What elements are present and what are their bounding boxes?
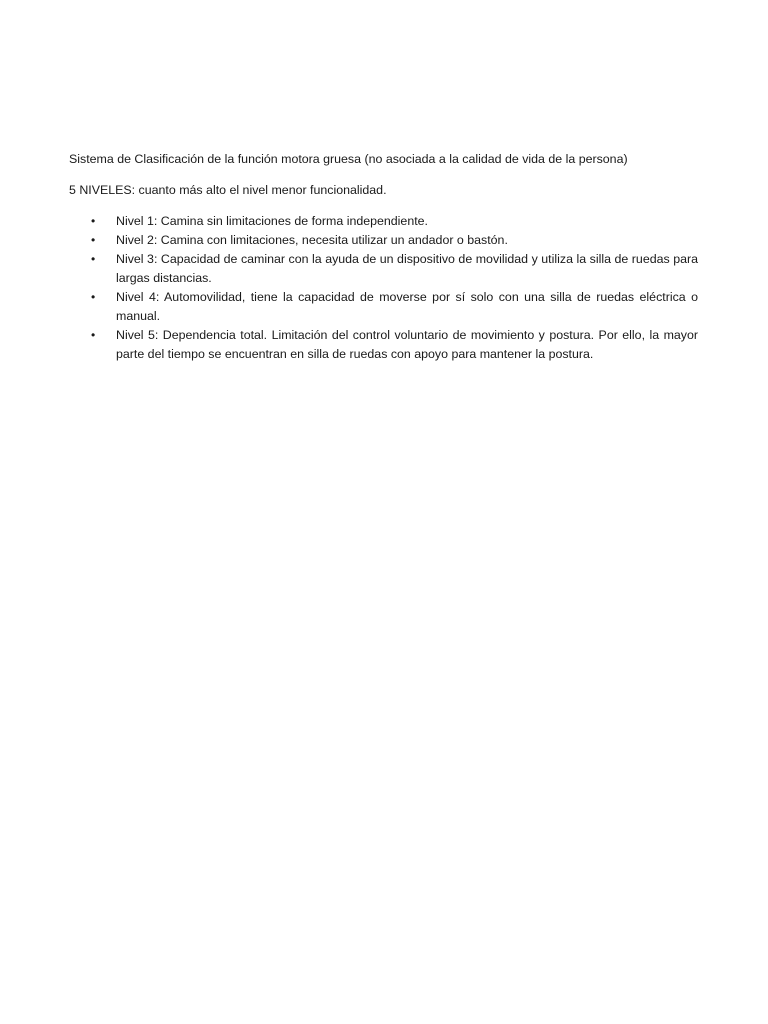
level-item-1 <box>69 212 698 231</box>
level-item-text: Nivel 3: Capacidad de caminar con la ayuda de un dispositivo de movilidad y utiliza la silla de ruedas para largas distancias. <box>116 252 698 285</box>
levels-list <box>69 212 698 364</box>
levels-intro: 5 NIVELES: cuanto más alto el nivel menor funcionalidad. <box>69 183 387 197</box>
bullet-icon: • <box>91 214 96 228</box>
level-item-2 <box>69 231 698 250</box>
bullet-icon: • <box>91 233 96 247</box>
document-content <box>69 150 698 364</box>
level-item-4 <box>69 288 698 326</box>
level-item-text: Nivel 2: Camina con limitaciones, necesita utilizar un andador o bastón. <box>116 233 508 247</box>
bullet-icon: • <box>91 290 96 304</box>
level-item-text: Nivel 4: Automovilidad, tiene la capacidad de moverse por sí solo con una silla de ruedas eléctrica o manual. <box>116 290 698 323</box>
bullet-icon: • <box>91 328 96 342</box>
level-item-text: Nivel 5: Dependencia total. Limitación del control voluntario de movimiento y postura. Por ello, la mayor parte del tiempo se encuentran en silla de ruedas con apoyo para mantener la postura. <box>116 328 698 361</box>
level-item-text: Nivel 1: Camina sin limitaciones de forma independiente. <box>116 214 428 228</box>
document-heading: Sistema de Clasificación de la función motora gruesa (no asociada a la calidad de vida de la persona) <box>69 152 628 166</box>
level-item-3 <box>69 250 698 288</box>
level-item-5 <box>69 326 698 364</box>
bullet-icon: • <box>91 252 96 266</box>
